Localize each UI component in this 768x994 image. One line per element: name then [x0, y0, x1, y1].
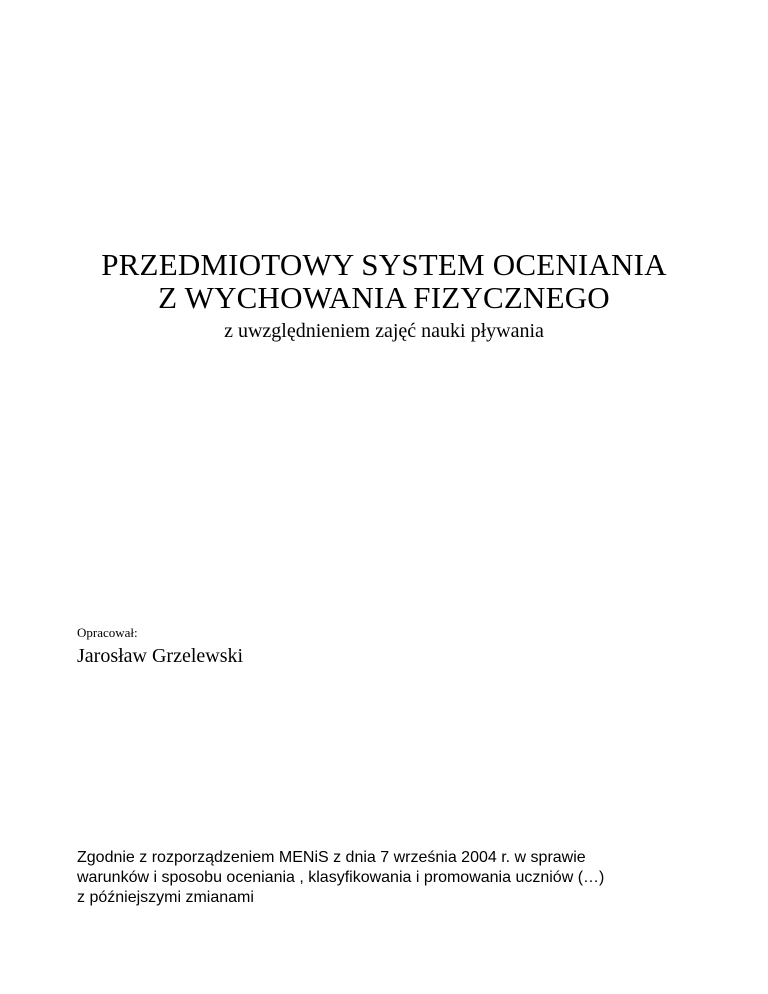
regulation-note-line-1: Zgodnie z rozporządzeniem MENiS z dnia 7 września 2004 r. w sprawie — [77, 849, 586, 866]
author-name: Jarosław Grzelewski — [77, 645, 244, 667]
author-block — [77, 625, 243, 668]
regulation-note-line-3: z późniejszymi zmianami — [77, 889, 254, 906]
author-label: Opracował: — [77, 625, 138, 640]
title-block — [0, 248, 768, 344]
regulation-note-line-2: warunków i sposobu oceniania , klasyfikowania i promowania uczniów (…) — [77, 869, 605, 886]
document-title-line-1: PRZEDMIOTOWY SYSTEM OCENIANIA — [101, 247, 667, 282]
regulation-note — [77, 848, 604, 908]
document-subtitle: z uwzględnieniem zajęć nauki pływania — [224, 320, 544, 342]
document-title-line-2: Z WYCHOWANIA FIZYCZNEGO — [158, 280, 610, 315]
